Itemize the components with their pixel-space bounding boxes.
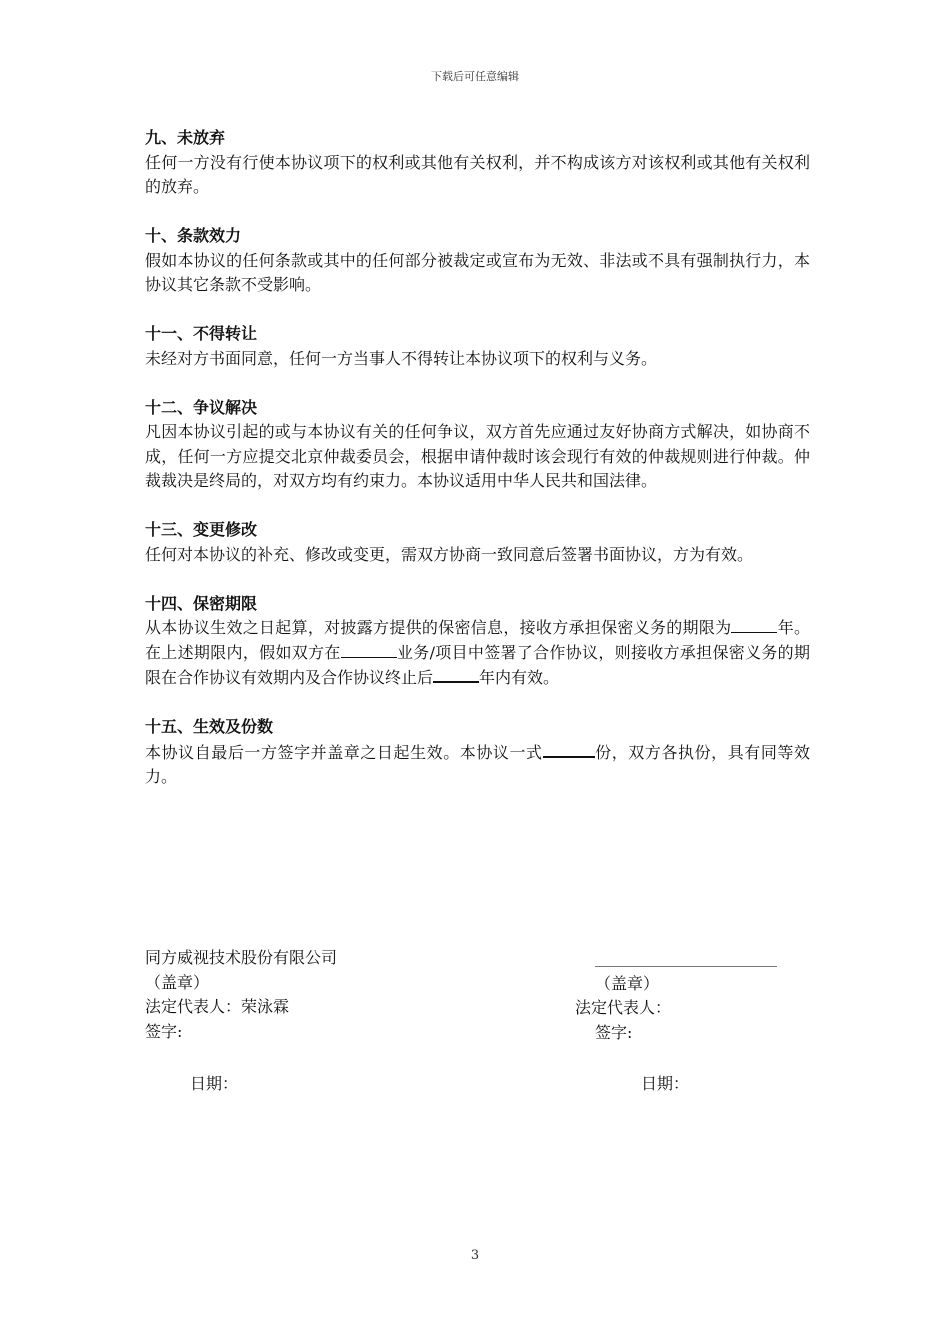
sign-label: 签字:	[145, 1021, 183, 1041]
seal-label: （盖章）	[595, 973, 660, 993]
section-title: 十二、争议解决	[145, 397, 258, 417]
section-13	[145, 518, 810, 567]
blank-copies[interactable]	[543, 740, 595, 758]
section-title: 十五、生效及份数	[145, 717, 274, 736]
sign-label: 签字:	[595, 1022, 633, 1042]
legal-rep: 法定代表人：	[575, 998, 672, 1017]
section-9	[145, 126, 810, 200]
section-15	[145, 715, 810, 790]
date-right: 日期：	[641, 1074, 690, 1093]
section-title: 九、未放弃	[145, 128, 226, 147]
company-name: 同方威视技术股份有限公司	[145, 948, 338, 967]
blank-years-after[interactable]	[433, 665, 479, 683]
date-left: 日期：	[190, 1074, 239, 1093]
page-number: 3	[470, 1248, 480, 1263]
section-title: 十四、保密期限	[145, 593, 258, 613]
section-text: 任何一方没有行使本协议项下的权利或其他有关权利，并不构成该方对该权利或其他有关权利的放弃。	[145, 152, 810, 196]
section-11	[145, 322, 810, 371]
seal-label: （盖章）	[145, 972, 210, 992]
section-title: 十一、不得转让	[145, 324, 258, 343]
document-body	[145, 126, 810, 814]
section-title: 十三、变更修改	[145, 520, 258, 539]
section-10	[145, 224, 810, 298]
signature-left	[145, 946, 475, 1044]
legal-rep: 法定代表人：荣泳霖	[145, 997, 290, 1016]
section-text: 未经对方书面同意，任何一方当事人不得转让本协议项下的权利与义务。	[145, 348, 658, 368]
page-header: 下载后可任意编辑	[431, 70, 519, 83]
section-title: 十、条款效力	[145, 226, 242, 245]
section-text: 任何对本协议的补充、修改或变更，需双方协商一致同意后签署书面协议，方为有效。	[145, 544, 754, 564]
company-name-blank[interactable]	[595, 946, 777, 967]
blank-years[interactable]	[731, 616, 777, 633]
section-text: 本协议自最后一方签字并盖章之日起生效。本协议一式 份，双方各执份，具有同等效力。	[145, 740, 810, 790]
section-text: 凡因本协议引起的或与本协议有关的任何争议，双方首先应通过友好协商方式解决，如协商不成，任何一方应提交北京仲裁委员会，根据申请仲裁时该会现行有效的仲裁规则进行仲裁。仲裁裁决是终局的，对双方均有约束力。本协议适用中华人民共和国法律。	[145, 422, 810, 490]
signature-right	[575, 946, 815, 1045]
section-text: 从本协议生效之日起算，对披露方提供的保密信息，接收方承担保密义务的期限为 年。在上述期限内，假如双方在 业务/项目中签署了合作协议，则接收方承担保密义务的期限在合作协议有效期内及合作协议终止后 年内有效。	[145, 618, 810, 687]
section-12	[145, 396, 810, 494]
blank-project[interactable]	[341, 641, 397, 658]
section-14	[145, 592, 810, 691]
section-text: 假如本协议的任何条款或其中的任何部分被裁定或宣布为无效、非法或不具有强制执行力，本协议其它条款不受影响。	[145, 250, 810, 294]
